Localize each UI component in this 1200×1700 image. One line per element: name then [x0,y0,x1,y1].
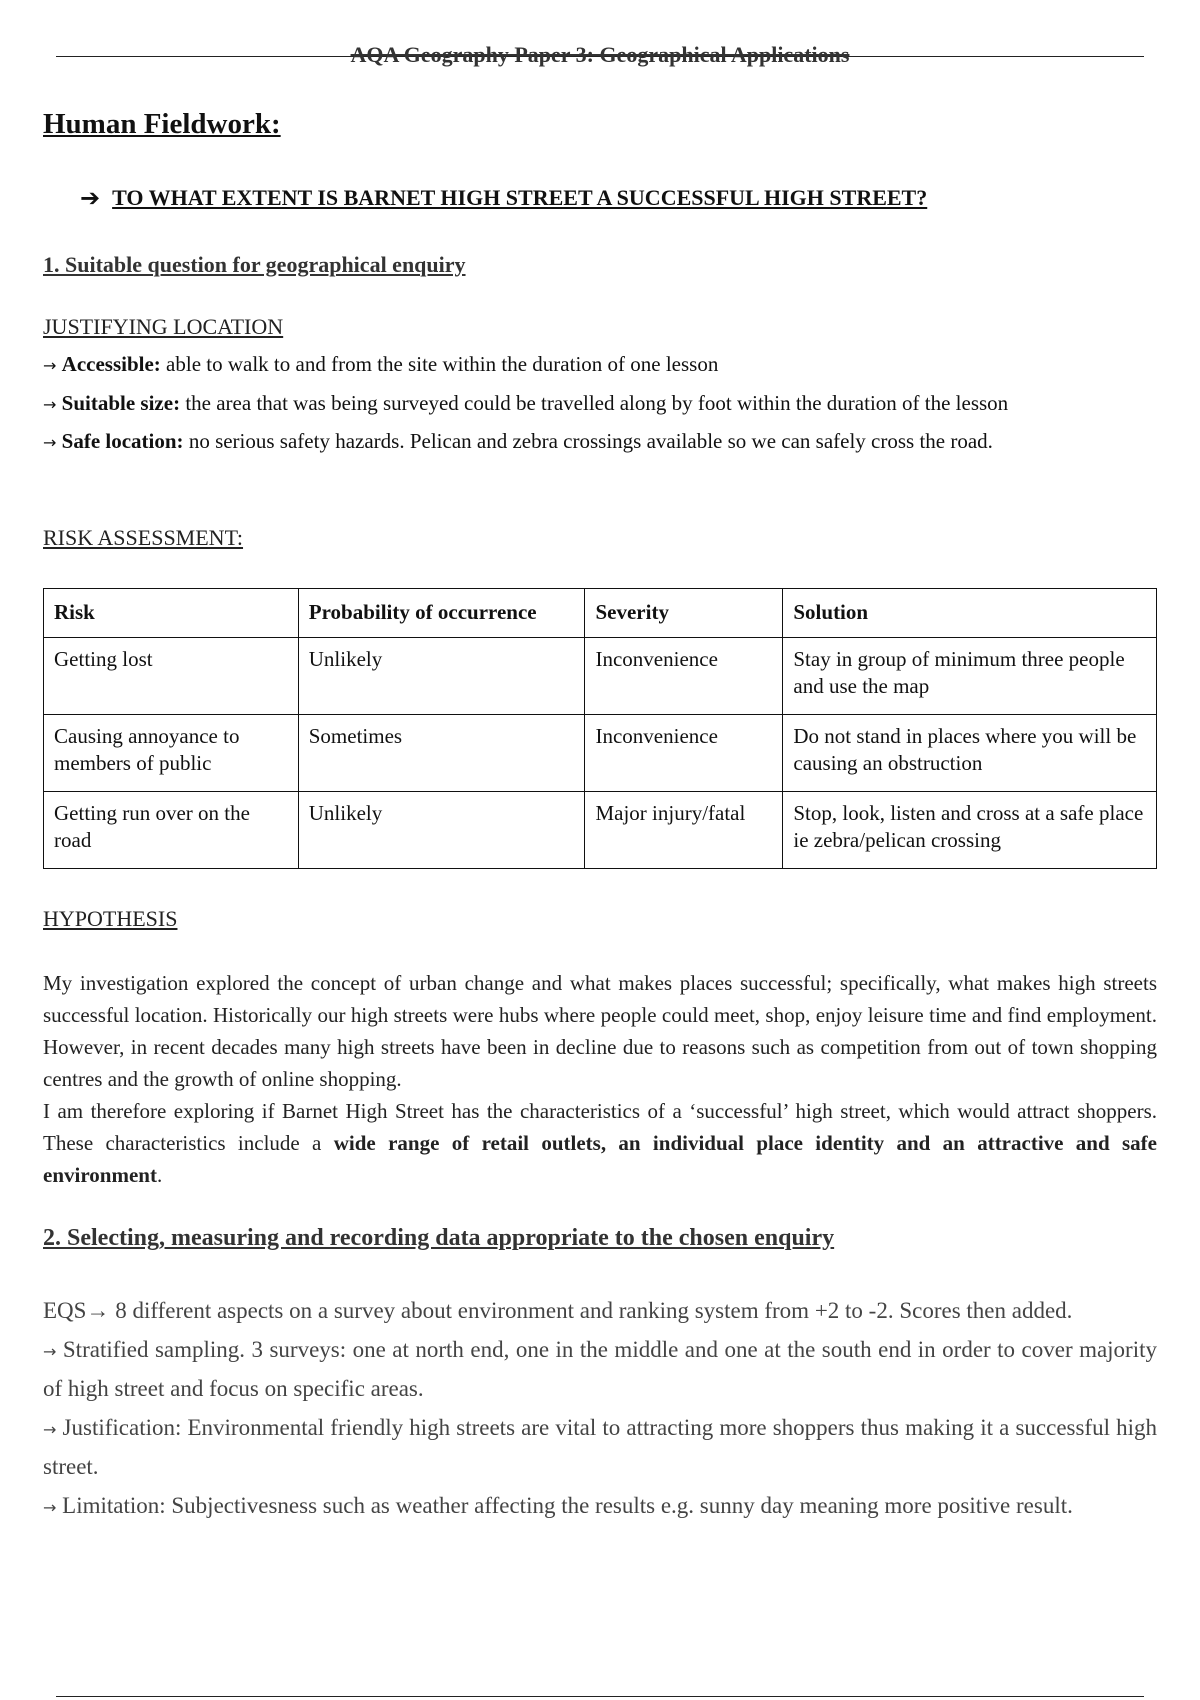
table-row [44,638,1157,715]
justification-label: Accessible: [61,352,161,376]
table-cell: Inconvenience [585,638,783,715]
method-item [43,1409,1157,1485]
arrow-icon: → [43,1420,57,1439]
table-cell: Getting run over on the road [44,792,299,869]
method-item [43,1487,1157,1526]
table-cell: Do not stand in places where you will be causing an obstruction [783,715,1157,792]
justification-size [43,387,1156,420]
hypothesis-paragraph [43,1095,1157,1191]
document-title: AQA Geography Paper 3: Geographical Applications [350,42,850,67]
hypothesis-text-start: I am therefore exploring if Barnet High Street has the characteristics of a ‘successful’ high street, which would attract shoppers. These characteristics include a [43,1099,1157,1155]
method-list [43,1292,1157,1528]
column-header: Severity [585,589,783,638]
hypothesis-characteristics: wide range of retail outlets, an individual place identity and an attractive and safe environment [43,1131,1157,1187]
arrow-icon: → [43,1498,57,1517]
table-cell: Inconvenience [585,715,783,792]
justification-accessible [43,348,1156,381]
risk-table [43,588,1157,869]
justification-text: no serious safety hazards. Pelican and zebra crossings available so we can safely cross the road. [183,429,993,454]
table-row [44,715,1157,792]
hypothesis-label: HYPOTHESIS [43,906,178,931]
section-heading: Human Fieldwork: [43,108,281,140]
part2-heading: 2. Selecting, measuring and recording data appropriate to the chosen enquiry [43,1225,835,1251]
justification-label: Suitable size: [61,390,181,415]
table-cell: Causing annoyance to members of public [44,715,299,792]
part1-heading: 1. Suitable question for geographical enquiry [43,252,466,277]
table-header-row [44,589,1157,638]
column-header: Risk [44,589,299,638]
hypothesis-paragraph: My investigation explored the concept of urban change and what makes places successful; specifically, what makes high streets successful location. Historically our high streets were hubs where people could meet, shop, enjoy leisure time and find employment. However, in recent decades many high streets have been in decline due to reasons such as competition from out of town shopping centres and the growth of online shopping. [43,971,1157,1091]
arrow-icon: → [43,1342,57,1361]
justification-label: Safe location: [61,429,184,454]
method-item-text: Limitation: Subjectivesness such as weather affecting the results e.g. sunny day meaning more positive result. [62,1493,1073,1518]
hypothesis-text-end: . [156,1163,163,1187]
eqs-description: EQS→ 8 different aspects on a survey about environment and ranking system from +2 to -2. Scores then added. [43,1298,1073,1323]
arrow-icon: → [43,356,57,375]
hypothesis-text [43,967,1157,1191]
footer-rule [56,1696,1144,1697]
column-header: Solution [783,589,1157,638]
enquiry-question-text: TO WHAT EXTENT IS BARNET HIGH STREET A SUCCESSFUL HIGH STREET? [112,185,928,210]
table-cell: Stop, look, listen and cross at a safe place ie zebra/pelican crossing [783,792,1157,869]
table-cell: Getting lost [44,638,299,715]
method-item-text: Justification: Environmental friendly high streets are vital to attracting more shoppers thus making it a successful high street. [43,1415,1158,1479]
table-cell: Sometimes [298,715,585,792]
justification-text: able to walk to and from the site within the duration of one lesson [160,352,719,376]
risk-assessment-label: RISK ASSESSMENT: [43,525,244,550]
arrow-icon: → [43,394,57,414]
justification-list [43,348,1156,464]
arrow-right-icon: ➔ [80,184,101,212]
table-cell: Stay in group of minimum three people and use the map [783,638,1157,715]
column-header: Probability of occurrence [298,589,585,638]
method-item-text: Stratified sampling. 3 surveys: one at north end, one in the middle and one at the south end in order to cover majority of high street and focus on specific areas. [43,1337,1158,1401]
table-cell: Major injury/fatal [585,792,783,869]
justification-safe [43,425,1156,458]
justifying-location-label: JUSTIFYING LOCATION [43,314,284,339]
table-row [44,792,1157,869]
table-cell: Unlikely [298,638,585,715]
enquiry-question [80,184,927,212]
justification-text: the area that was being surveyed could be travelled along by foot within the duration of the lesson [180,390,1009,415]
method-item [43,1331,1157,1407]
arrow-icon: → [43,433,57,453]
table-cell: Unlikely [298,792,585,869]
